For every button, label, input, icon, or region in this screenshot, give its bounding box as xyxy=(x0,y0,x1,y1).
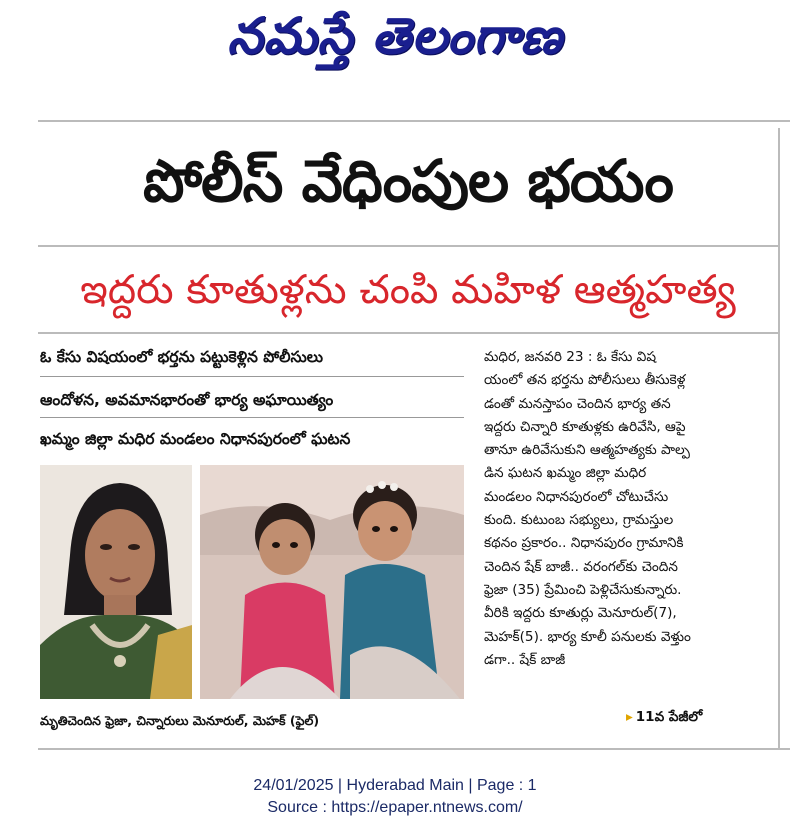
divider-headline xyxy=(38,245,778,247)
continuation-label: 11వ పేజీలో xyxy=(635,709,703,725)
article-body xyxy=(484,346,772,672)
body-line: చెందిన షేక్ బాజీ.. వరంగల్‌కు చెందిన xyxy=(484,558,678,575)
masthead-logo-text: నమస్తే తెలంగాణ xyxy=(227,6,563,65)
body-line: ఇద్దరు చిన్నారి కూతుళ్లకు ఉరివేసి, ఆపై xyxy=(484,418,686,435)
body-line: మండలం నిధానపురంలో చోటుచేసు xyxy=(484,488,669,505)
body-line: ఫ్రెజా (35) ప్రేమించి పెళ్లిచేసుకున్నారు. xyxy=(484,581,682,598)
photo-children-image xyxy=(200,465,464,699)
summary-bullet: ఓ కేసు విషయంలో భర్తను పట్టుకెళ్లిన పోలీసులు xyxy=(40,348,324,366)
photo-woman xyxy=(40,465,192,699)
continuation-link[interactable] xyxy=(626,706,776,728)
footer-date-edition: 24/01/2025 | Hyderabad Main | Page : 1 xyxy=(253,777,537,794)
body-line: మెహక్(5). భార్య కూలీ పనులకు వెళ్తుం xyxy=(484,628,691,645)
divider-subheadline xyxy=(38,332,778,334)
bullet-divider xyxy=(40,417,464,418)
subheadline: ఇద్దరు కూతుళ్లను చంపి మహిళ ఆత్మహత్య xyxy=(80,267,736,313)
photo-woman-image xyxy=(40,465,192,699)
bullet-divider xyxy=(40,376,464,377)
triangle-right-icon: ▸ xyxy=(626,709,633,725)
body-line: డిన ఘటన ఖమ్మం జిల్లా మధిర xyxy=(484,465,647,482)
divider-bottom xyxy=(38,748,790,750)
photo-caption: మృతిచెందిన ఫ్రెజా, చిన్నారులు మెనూరుల్, మెహక్ (ఫైల్) xyxy=(40,713,320,728)
headline: పోలీస్ వేధింపుల భయం xyxy=(143,147,673,215)
body-line: వీరికి ఇద్దరు కూతుర్లు మెనూరుల్(7), xyxy=(484,605,677,622)
body-line: తానూ ఉరివేసుకుని ఆత్మహత్యకు పాల్ప xyxy=(484,442,690,459)
body-line: కథనం ప్రకారం.. నిధానపురం గ్రామానికి xyxy=(484,535,684,552)
body-line: డంతో మనస్తాపం చెందిన భార్య తన xyxy=(484,395,671,412)
footer-source[interactable]: Source : https://epaper.ntnews.com/ xyxy=(267,799,523,816)
divider-top xyxy=(38,120,790,122)
masthead xyxy=(0,0,790,100)
photo-children xyxy=(200,465,464,699)
body-line: డగా.. షేక్ బాజీ xyxy=(484,651,566,668)
body-line: యంలో తన భర్తను పోలీసులు తీసుకెళ్ల xyxy=(484,372,686,389)
summary-bullet: ఆందోళన, అవమానభారంతో భార్య అఘాయిత్యం xyxy=(40,391,334,409)
body-line: మధిర, జనవరి 23 : ఓ కేసు విష xyxy=(484,349,657,365)
summary-bullet: ఖమ్మం జిల్లా మధిర మండలం నిధానపురంలో ఘటన xyxy=(40,430,351,448)
divider-vertical xyxy=(778,128,780,748)
body-line: కుంది. కుటుంబ సభ్యులు, గ్రామస్తుల xyxy=(484,512,674,529)
